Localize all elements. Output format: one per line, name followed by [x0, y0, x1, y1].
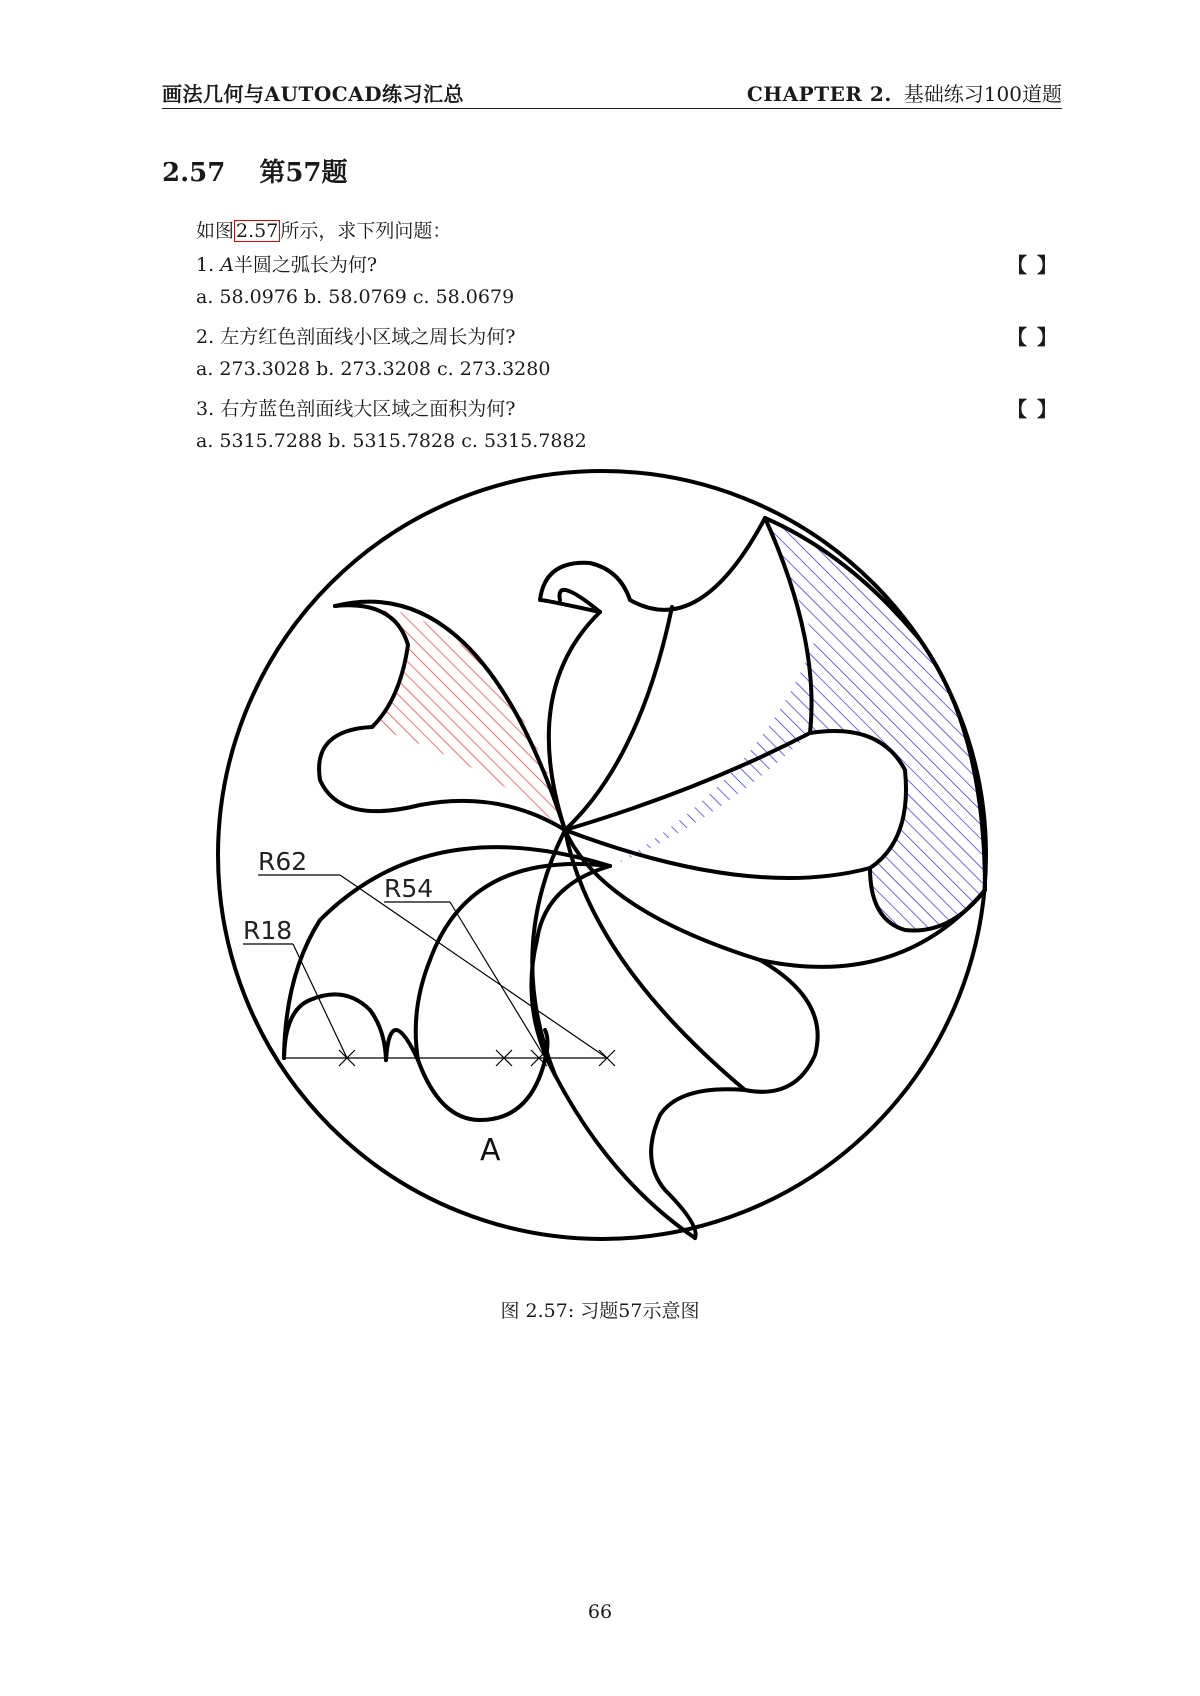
blade-6 — [416, 864, 610, 1120]
page-number: 66 — [587, 1601, 613, 1623]
dimension-label-r62: R62 — [258, 847, 308, 876]
blue-hatch-region — [612, 518, 985, 931]
dimension-lines — [243, 875, 615, 1066]
dimension-label-r18: R18 — [243, 916, 293, 945]
question-2 — [196, 322, 515, 349]
blade-1 — [319, 602, 565, 830]
question-3 — [196, 394, 515, 421]
section-heading — [162, 152, 348, 189]
answer-bracket-2[interactable]: 【】 — [1007, 325, 1067, 349]
section-title: 第57题 — [259, 158, 348, 188]
blade-2 — [540, 518, 765, 830]
figure-caption: 图 2.57: 习题57示意图 — [500, 1300, 700, 1322]
blade-5 — [532, 830, 745, 1238]
center-mark-3 — [531, 1050, 547, 1066]
intro-suffix: 所示，求下列问题： — [280, 220, 452, 242]
point-label-a: A — [480, 1133, 501, 1168]
book-title: 画法几何与AUTOCAD练习汇总 — [162, 82, 465, 106]
question-variable: A — [220, 254, 234, 276]
question-text: 半圆之弧长为何? — [233, 254, 378, 276]
question-1-options: a. 58.0976 b. 58.0769 c. 58.0679 — [196, 286, 515, 308]
question-number: 3. — [196, 398, 215, 420]
intro-prefix: 如图 — [196, 220, 235, 242]
question-text: 左方红色剖面线小区域之周长为何? — [220, 326, 516, 348]
figure-reference-link[interactable]: 2.57 — [236, 220, 279, 242]
question-2-options: a. 273.3028 b. 273.3208 c. 273.3280 — [196, 358, 551, 380]
question-number: 2. — [196, 326, 215, 348]
blade-4 — [565, 830, 985, 1092]
center-mark-1 — [339, 1050, 355, 1066]
outer-circle — [218, 471, 986, 1239]
question-1 — [196, 250, 377, 277]
chapter-heading — [747, 78, 1062, 107]
question-number: 1. — [196, 254, 215, 276]
chapter-title: 基础练习100道题 — [903, 82, 1062, 106]
center-mark-4 — [599, 1050, 615, 1066]
running-header — [162, 72, 1062, 109]
intro-text — [196, 216, 451, 243]
red-hatch-region — [335, 605, 565, 830]
section-number: 2.57 — [162, 158, 226, 188]
blade-7 — [284, 847, 610, 1060]
answer-bracket-1[interactable]: 【】 — [1007, 253, 1067, 277]
blade-3 — [565, 518, 985, 931]
dimension-label-r54: R54 — [384, 874, 434, 903]
answer-bracket-3[interactable]: 【】 — [1007, 397, 1067, 421]
center-mark-2 — [496, 1050, 512, 1066]
question-text: 右方蓝色剖面线大区域之面积为何? — [220, 398, 516, 420]
question-3-options: a. 5315.7288 b. 5315.7828 c. 5315.7882 — [196, 430, 587, 452]
chapter-label: CHAPTER 2. — [746, 82, 892, 106]
